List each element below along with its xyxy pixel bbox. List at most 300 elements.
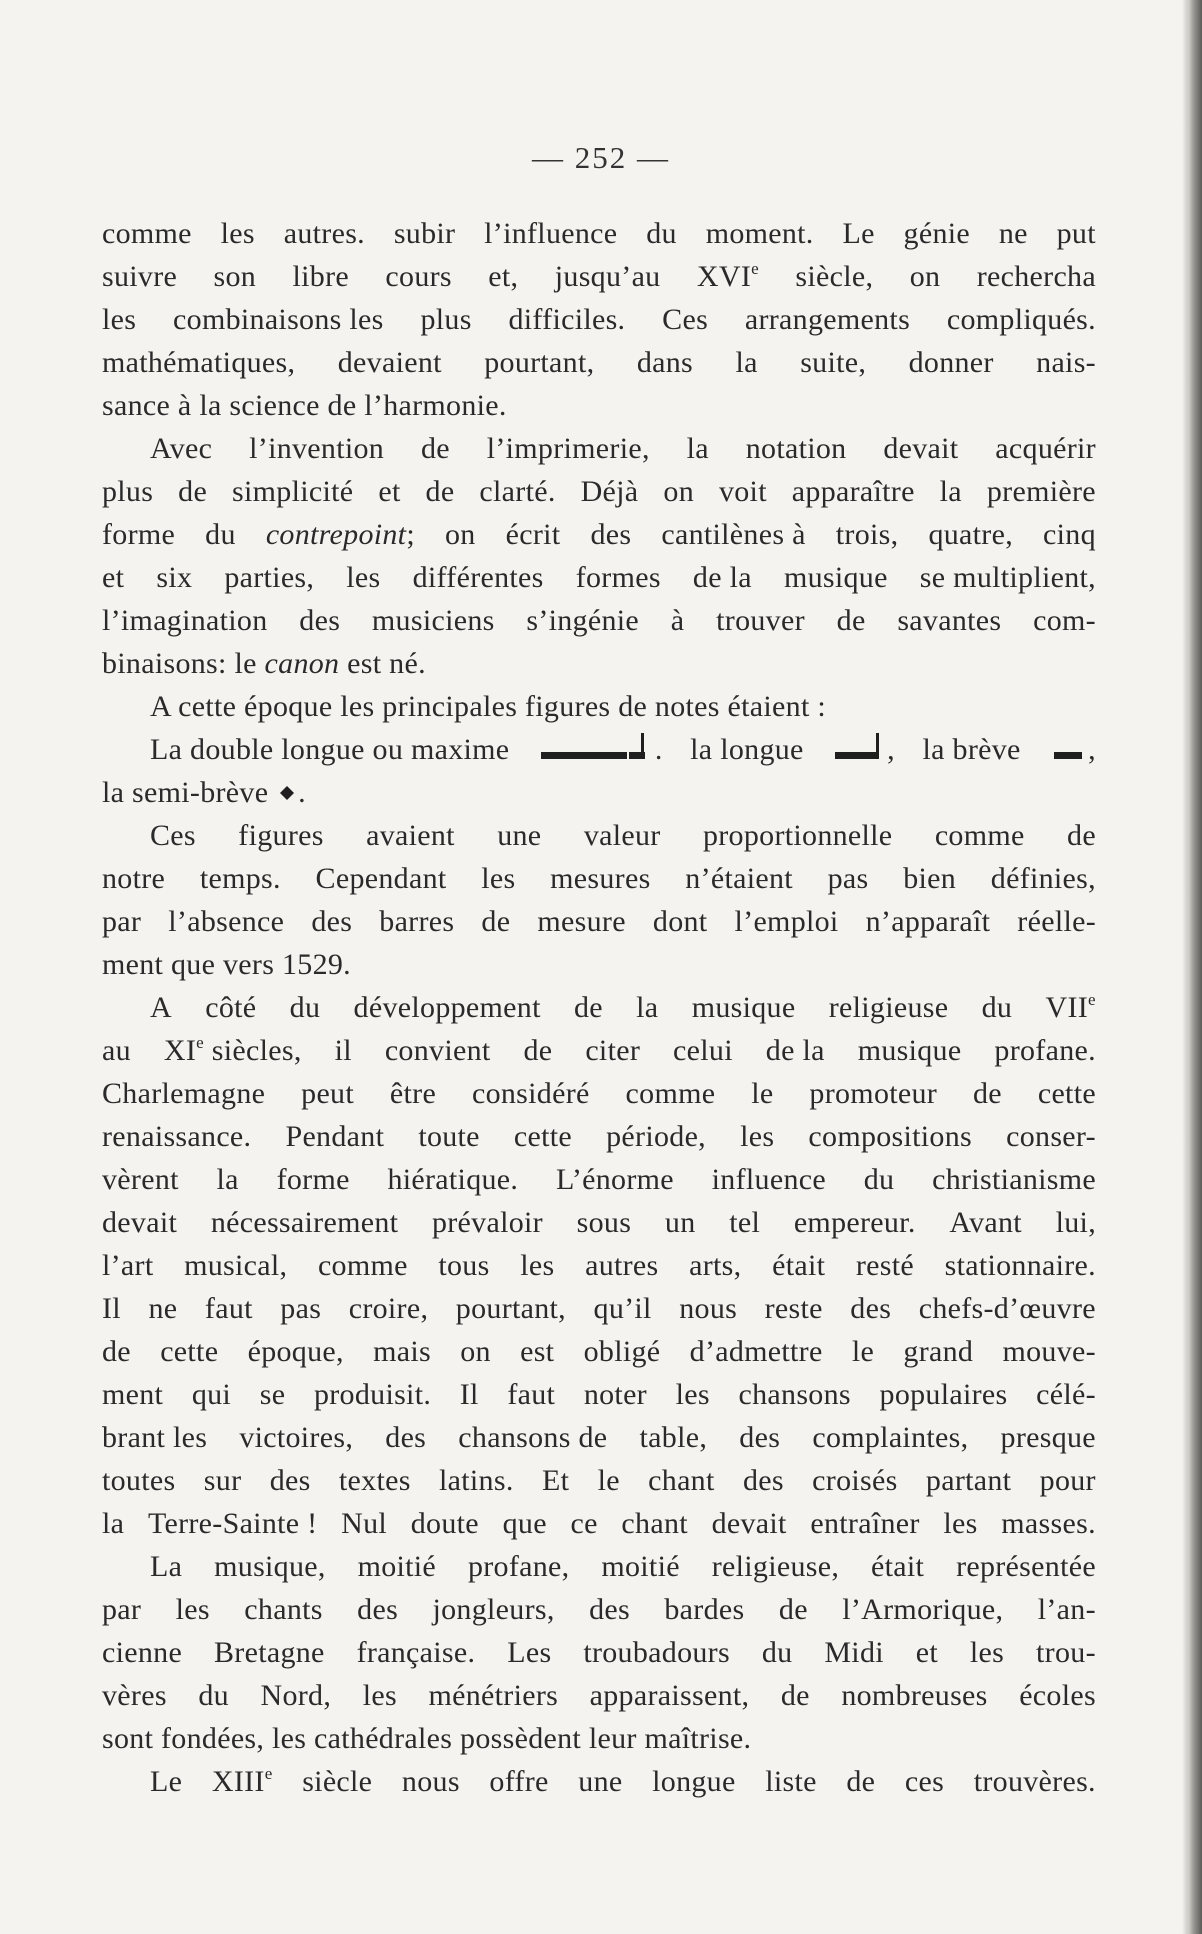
word: , — [831, 728, 895, 771]
word: trouver — [716, 604, 805, 637]
word: l’imagination — [102, 604, 268, 637]
word: l’imprimerie, — [486, 432, 650, 465]
word: moitié — [357, 1550, 437, 1583]
word: des — [299, 604, 341, 637]
word: Terre-Sainte ! — [147, 1507, 318, 1540]
text-line — [102, 1416, 1096, 1459]
word: reste — [764, 1292, 823, 1325]
word: écrit — [505, 518, 561, 551]
word: époque, — [247, 1335, 344, 1368]
word: sur — [203, 1464, 242, 1497]
word: religieuse — [828, 991, 949, 1024]
word: de — [1067, 819, 1096, 852]
word: arts, — [689, 1249, 742, 1282]
word: jusqu’au — [554, 260, 661, 293]
word: Ces — [150, 819, 196, 852]
word: musique — [857, 1034, 962, 1067]
word: celui — [673, 1034, 733, 1067]
word: Déjà — [580, 475, 639, 508]
word: avaient — [366, 819, 455, 852]
word: le — [597, 1464, 620, 1497]
word: ces — [904, 1765, 945, 1798]
word: valeur — [583, 819, 661, 852]
word: l’emploi — [734, 905, 839, 938]
word: nécessairement — [210, 1206, 399, 1239]
word: les — [675, 1378, 710, 1411]
word: ne — [148, 1292, 178, 1325]
word: la — [939, 475, 962, 508]
word: la — [216, 1163, 239, 1196]
word: l’invention — [249, 432, 385, 465]
word: l’influence — [484, 217, 618, 250]
word: victoires, — [239, 1421, 354, 1454]
text-line — [102, 1373, 1096, 1416]
word: française. — [356, 1636, 476, 1669]
word: forme — [276, 1163, 350, 1196]
word: partant — [925, 1464, 1012, 1497]
word: les — [943, 1507, 978, 1540]
word: différentes — [412, 561, 544, 594]
word: qu’il — [593, 1292, 652, 1325]
word: trois, — [835, 518, 899, 551]
word: cours — [385, 260, 452, 293]
word: par — [102, 905, 142, 938]
word: Il — [102, 1292, 121, 1325]
word: L’énorme — [555, 1163, 674, 1196]
word: proportionnelle — [702, 819, 893, 852]
word: mouve- — [1002, 1335, 1096, 1368]
word: du — [646, 217, 677, 250]
word: les — [520, 1249, 555, 1282]
word: par — [102, 1593, 142, 1626]
word: la — [686, 432, 709, 465]
word: côté — [205, 991, 257, 1024]
word: du — [205, 518, 236, 551]
word: chansons de — [458, 1421, 608, 1454]
word: considéré — [471, 1077, 590, 1110]
word: toute — [418, 1120, 480, 1153]
word: complaintes, — [812, 1421, 969, 1454]
word: écoles — [1019, 1679, 1096, 1712]
word: le — [851, 1335, 875, 1368]
word: chant — [621, 1507, 688, 1540]
book-binding-edge — [1188, 0, 1202, 1934]
word: du — [289, 991, 321, 1024]
text-line — [102, 1760, 1096, 1803]
word: clarté. — [479, 475, 556, 508]
word: put — [1056, 217, 1096, 250]
word: contrepoint; — [265, 518, 415, 551]
text-line — [102, 1072, 1096, 1115]
text-line — [102, 1201, 1096, 1244]
word: moitié — [601, 1550, 680, 1583]
word: on — [444, 518, 476, 551]
word: la brève — [922, 733, 1021, 766]
word: troubadours — [583, 1636, 730, 1669]
word: subir — [393, 217, 456, 250]
word: se multiplient, — [919, 561, 1096, 594]
word: lui, — [1055, 1206, 1096, 1239]
word: formes — [575, 561, 661, 594]
word: ne — [998, 217, 1028, 250]
text-line — [102, 1244, 1096, 1287]
word: des — [269, 1464, 311, 1497]
word: de — [973, 1077, 1002, 1110]
word: . — [537, 728, 663, 771]
word: devait — [711, 1507, 787, 1540]
word: les — [175, 1593, 210, 1626]
word: l’Armorique, — [842, 1593, 1004, 1626]
word: un — [664, 1206, 696, 1239]
word: la semi-brève . — [102, 771, 306, 814]
word: de — [836, 604, 866, 637]
word: de la — [765, 1034, 825, 1067]
breve-note-icon — [1048, 728, 1088, 771]
long-note-icon — [831, 728, 887, 771]
word: croire, — [348, 1292, 429, 1325]
word: des — [590, 518, 632, 551]
word: entraîner — [810, 1507, 920, 1540]
word: musical, — [184, 1249, 288, 1282]
word: les — [740, 1120, 775, 1153]
word: mesures — [550, 862, 651, 895]
word: grand — [903, 1335, 974, 1368]
word: resté — [855, 1249, 914, 1282]
word: croisés — [812, 1464, 898, 1497]
word: mesure — [537, 905, 626, 938]
word: Bretagne — [213, 1636, 325, 1669]
text-line — [102, 1674, 1096, 1717]
word: peut — [301, 1077, 354, 1110]
word: comme — [102, 217, 192, 250]
word: vèrent — [102, 1163, 179, 1196]
text-line — [102, 1631, 1096, 1674]
word: parties, — [224, 561, 315, 594]
word: représentée — [956, 1550, 1096, 1583]
word: on — [460, 1335, 491, 1368]
word: siècle — [302, 1765, 373, 1798]
word: des — [311, 905, 353, 938]
word: du — [761, 1636, 793, 1669]
word: Pendant — [285, 1120, 385, 1153]
word: qui — [191, 1378, 232, 1411]
word: dans — [636, 346, 694, 379]
word: libre — [292, 260, 349, 293]
word: est — [520, 1335, 555, 1368]
word: la — [636, 991, 659, 1024]
text-line — [102, 900, 1096, 943]
word: de la — [692, 561, 752, 594]
word: dont — [652, 905, 708, 938]
word: pas — [280, 1292, 322, 1325]
word: période, — [606, 1120, 706, 1153]
italic-term: contrepoint — [265, 518, 407, 551]
word: cette — [1037, 1077, 1096, 1110]
word: VIIe — [1045, 990, 1096, 1024]
word: six — [156, 561, 193, 594]
word: le — [751, 1077, 774, 1110]
text-line — [102, 1287, 1096, 1330]
text-line — [102, 1029, 1096, 1072]
text-line — [102, 384, 1096, 427]
word: il — [334, 1034, 352, 1067]
text-line — [102, 642, 1096, 685]
word: pas — [827, 862, 869, 895]
word: Il — [459, 1378, 479, 1411]
word: la — [102, 1507, 125, 1540]
word: faut — [507, 1378, 556, 1411]
word: voit — [718, 475, 767, 508]
word: renaissance. — [102, 1120, 252, 1153]
word: génie — [903, 217, 971, 250]
text-line — [102, 1717, 1096, 1760]
word: de — [778, 1593, 808, 1626]
semibreve-note-icon — [276, 771, 298, 814]
word: était — [871, 1550, 925, 1583]
word: comme — [934, 819, 1025, 852]
word: nous — [401, 1765, 460, 1798]
word: ment — [102, 1378, 164, 1411]
word: Midi — [824, 1636, 884, 1669]
word: mais — [373, 1335, 431, 1368]
word: musique — [691, 991, 796, 1024]
word: compliqués. — [946, 303, 1096, 336]
text-line — [102, 1330, 1096, 1373]
word: des — [739, 1421, 781, 1454]
word: doute — [410, 1507, 479, 1540]
word: savantes — [897, 604, 1002, 637]
word: la — [735, 346, 758, 379]
word: être — [389, 1077, 437, 1110]
word: de — [178, 475, 208, 508]
text-line — [102, 341, 1096, 384]
word: jongleurs, — [432, 1593, 555, 1626]
word: XIe siècles, — [163, 1033, 302, 1067]
word: Les — [507, 1636, 552, 1669]
word: et, — [488, 260, 519, 293]
word: que — [502, 1507, 547, 1540]
text-line — [102, 599, 1096, 642]
word: com- — [1033, 604, 1096, 637]
word: plus — [420, 303, 472, 336]
word: La — [150, 1550, 183, 1583]
word: religieuse, — [711, 1550, 840, 1583]
word: cantilènes à — [661, 518, 806, 551]
superscript: e — [264, 1764, 273, 1783]
word: pour — [1039, 1464, 1096, 1497]
word: chefs-d’œuvre — [918, 1292, 1096, 1325]
word: influence — [711, 1163, 826, 1196]
word: quatre, — [928, 518, 1013, 551]
word: nombreuses — [841, 1679, 988, 1712]
word: des — [742, 1464, 784, 1497]
text-line — [102, 1502, 1096, 1545]
superscript: e — [1088, 990, 1096, 1009]
word: devaient — [337, 346, 442, 379]
word: masses. — [1001, 1507, 1096, 1540]
word: n’étaient — [685, 862, 793, 895]
text-line — [102, 427, 1096, 470]
text-line — [102, 255, 1096, 298]
word: comme — [317, 1249, 408, 1282]
word: notation — [745, 432, 847, 465]
word: au — [102, 1034, 131, 1067]
word: de — [420, 432, 450, 465]
word: pourtant, — [484, 346, 595, 379]
word: cette — [160, 1335, 219, 1368]
word: La double longue ou maxime — [150, 733, 510, 766]
word: et — [378, 475, 401, 508]
word: définies, — [990, 862, 1096, 895]
word: notre — [102, 862, 166, 895]
word: acquérir — [995, 432, 1096, 465]
word: textes — [338, 1464, 411, 1497]
word: trou- — [1036, 1636, 1096, 1669]
word: et — [915, 1636, 939, 1669]
word: hiératique. — [387, 1163, 519, 1196]
word: suite, — [800, 346, 867, 379]
word: Avec — [150, 432, 213, 465]
word: forme — [102, 518, 176, 551]
word: , — [1048, 728, 1096, 771]
word: autres — [585, 1249, 659, 1282]
word: bardes — [664, 1593, 745, 1626]
word: s’ingénie — [526, 604, 640, 637]
word: Avant — [949, 1206, 1022, 1239]
word: apparaissent, — [589, 1679, 750, 1712]
word: trouvères. — [973, 1765, 1096, 1798]
superscript: e — [751, 259, 759, 278]
word: des — [589, 1593, 630, 1626]
word: l’art — [102, 1249, 154, 1282]
word: ment que vers 1529. — [102, 948, 351, 981]
word: empereur. — [793, 1206, 916, 1239]
text-line — [102, 470, 1096, 513]
word: sous — [576, 1206, 632, 1239]
word: obligé — [583, 1335, 661, 1368]
word: brant les — [102, 1421, 208, 1454]
text-line — [102, 771, 1096, 814]
word: XIIIe — [211, 1764, 273, 1798]
word: de — [523, 1034, 553, 1067]
word: les — [220, 217, 255, 250]
text-line — [102, 1588, 1096, 1631]
word: première — [986, 475, 1096, 508]
word: plus — [102, 475, 154, 508]
word: les — [969, 1636, 1005, 1669]
word: produisit. — [313, 1378, 432, 1411]
word: prévaloir — [431, 1206, 543, 1239]
word: sont fondées, les cathédrales possèdent leur maîtrise. — [102, 1722, 752, 1755]
word: Cependant — [315, 862, 447, 895]
word: l’absence — [168, 905, 285, 938]
word: difficiles. — [508, 303, 626, 336]
word: rechercha — [976, 260, 1096, 293]
word: populaires — [879, 1378, 1008, 1411]
word: A — [150, 991, 172, 1024]
text-line — [102, 212, 1096, 255]
superscript: e — [196, 1033, 204, 1052]
word: faut — [204, 1292, 253, 1325]
word: de — [425, 475, 455, 508]
text-line — [102, 685, 1096, 728]
word: se — [259, 1378, 286, 1411]
word: suivre — [102, 260, 178, 293]
word: tel — [729, 1206, 761, 1239]
word: pourtant, — [455, 1292, 566, 1325]
word: barres — [379, 905, 455, 938]
word: de — [780, 1679, 810, 1712]
word: cette — [513, 1120, 573, 1153]
text-line — [102, 556, 1096, 599]
word: vères — [102, 1679, 167, 1712]
word: célé- — [1036, 1378, 1096, 1411]
word: simplicité — [232, 475, 354, 508]
word: Ces — [662, 303, 709, 336]
text-line — [102, 814, 1096, 857]
double-long-note-icon — [537, 728, 655, 771]
body-text — [102, 212, 1096, 1803]
word: nais- — [1036, 346, 1096, 379]
word: A cette époque les principales figures de notes étaient : — [150, 690, 827, 723]
text-line — [102, 728, 1096, 771]
word: n’apparaît — [865, 905, 991, 938]
word: de — [481, 905, 511, 938]
word: citer — [585, 1034, 641, 1067]
word: conser- — [1006, 1120, 1096, 1153]
word: tous — [438, 1249, 490, 1282]
word: la longue — [690, 733, 804, 766]
word: une — [497, 819, 542, 852]
word: ménétriers — [428, 1679, 559, 1712]
word: des — [850, 1292, 892, 1325]
word: chants — [244, 1593, 323, 1626]
word: mathématiques, — [102, 346, 296, 379]
word: temps. — [199, 862, 281, 895]
word: les — [362, 1679, 397, 1712]
text-line — [102, 986, 1096, 1029]
word: Nord, — [260, 1679, 332, 1712]
word: musiciens — [371, 604, 495, 637]
word: devait — [883, 432, 959, 465]
word: les — [346, 561, 381, 594]
word: figures — [238, 819, 324, 852]
text-line — [102, 298, 1096, 341]
word: Le — [150, 1765, 183, 1798]
word: autres. — [283, 217, 365, 250]
word: cinq — [1043, 518, 1096, 551]
word: profane, — [467, 1550, 570, 1583]
word: compositions — [808, 1120, 973, 1153]
word: XVIe — [696, 259, 759, 293]
word: offre — [489, 1765, 549, 1798]
word: l’an- — [1037, 1593, 1096, 1626]
word: d’admettre — [689, 1335, 823, 1368]
text-line — [102, 1115, 1096, 1158]
word: table, — [639, 1421, 708, 1454]
word: christianisme — [932, 1163, 1096, 1196]
word: combinaisons les — [173, 303, 384, 336]
word: sance à la science de l’harmonie. — [102, 389, 507, 422]
word: profane. — [994, 1034, 1096, 1067]
text-line — [102, 1158, 1096, 1201]
word: Le — [842, 217, 875, 250]
text-line — [102, 1545, 1096, 1588]
word: on — [909, 260, 941, 293]
word: stationnaire. — [944, 1249, 1096, 1282]
word: arrangements — [744, 303, 911, 336]
text-line — [102, 857, 1096, 900]
